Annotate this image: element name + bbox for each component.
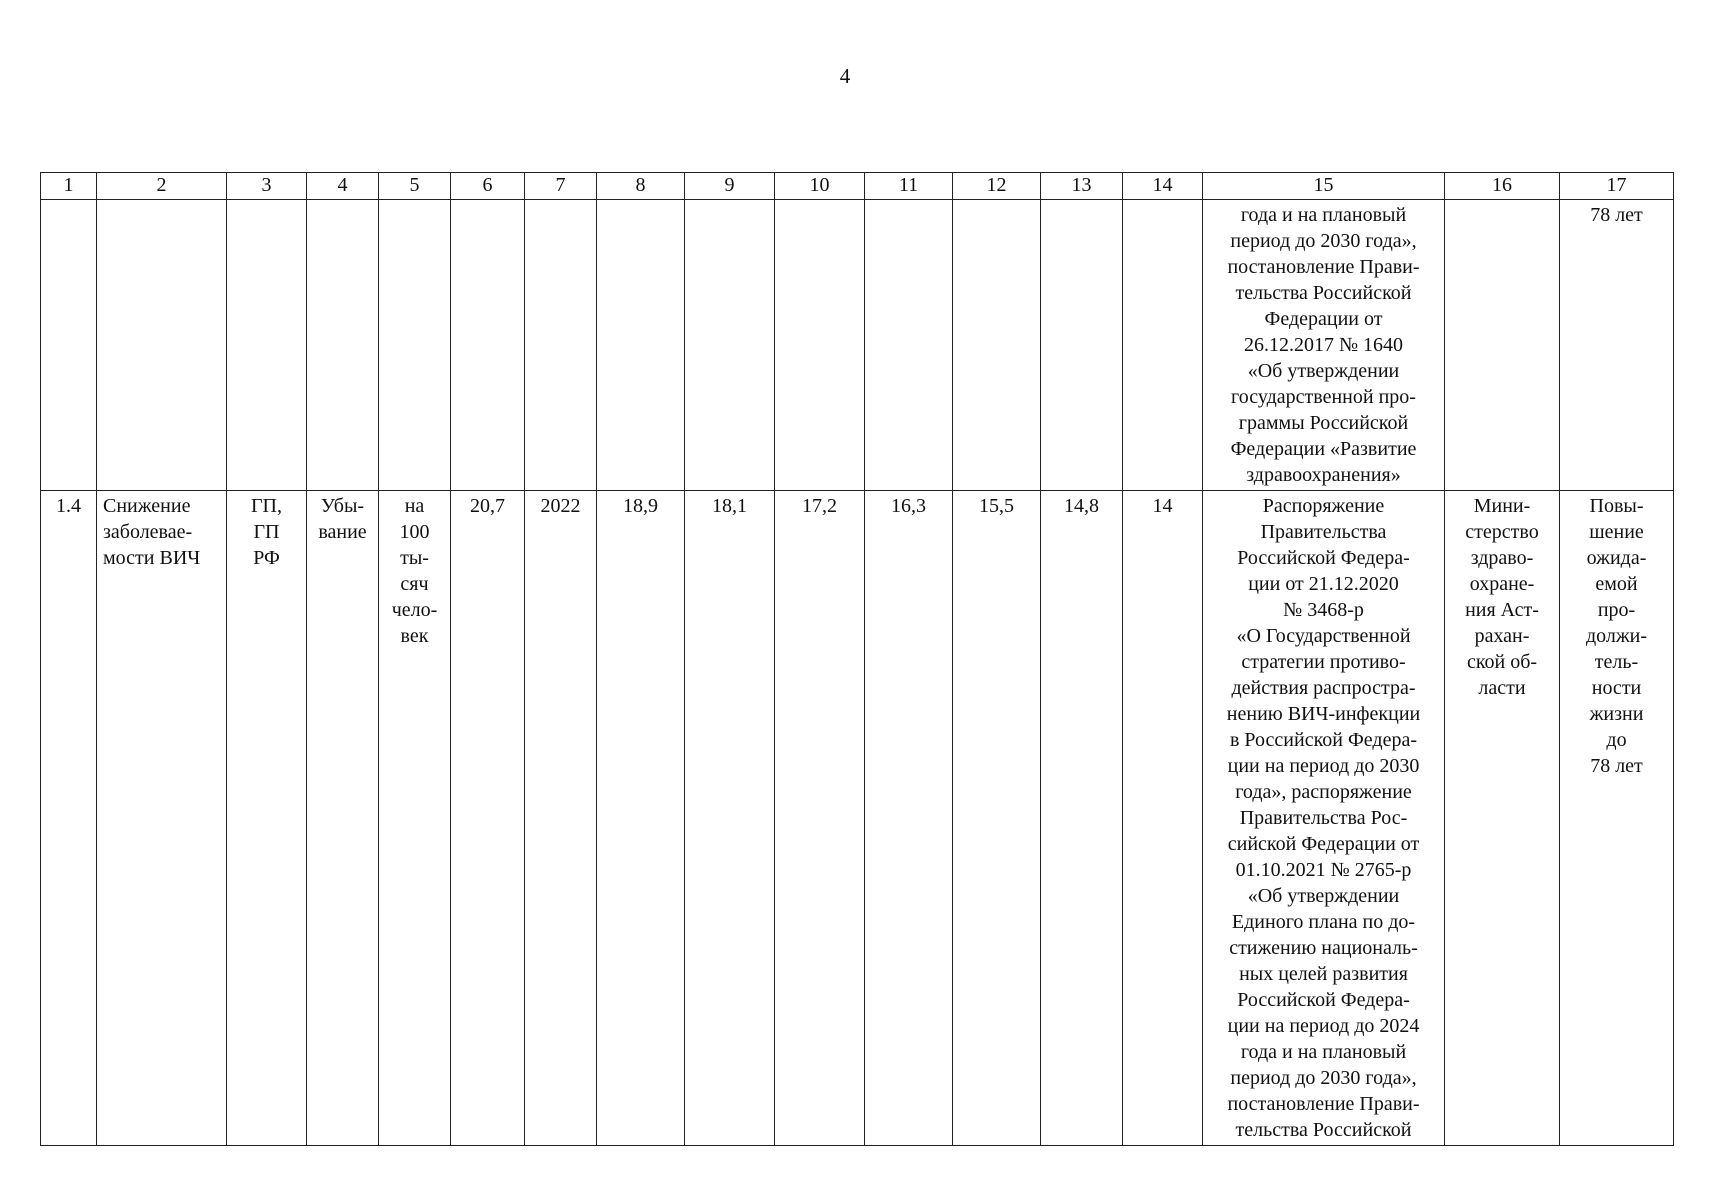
column-header: 15 [1203,173,1445,200]
table-cell [865,200,953,491]
column-header: 7 [525,173,597,200]
base-year-cell: 2022 [525,491,597,1146]
unit-cell: на 100 ты- сяч чело- век [379,491,451,1146]
page-number: 4 [839,64,851,88]
outcome-cell: 78 лет [1560,200,1674,491]
trend-cell: Убы- вание [307,491,379,1146]
table-cell [953,200,1041,491]
indicator-name-cell: Снижение заболевае- мости ВИЧ [97,491,227,1146]
column-header: 17 [1560,173,1674,200]
value-cell: 16,3 [865,491,953,1146]
table-header-row [41,173,1674,200]
value-cell: 18,9 [597,491,685,1146]
column-header: 3 [227,173,307,200]
responsible-cell: Мини- стерство здраво- охране- ния Аст- рахан- ской об- ласти [1445,491,1560,1146]
value-cell: 17,2 [775,491,865,1146]
row-number-cell: 1.4 [41,491,97,1146]
table-cell [685,200,775,491]
column-header: 10 [775,173,865,200]
table-cell [775,200,865,491]
table-cell [41,200,97,491]
responsible-cell [1445,200,1560,491]
table-row [41,200,1674,491]
column-header: 11 [865,173,953,200]
column-header: 9 [685,173,775,200]
table-cell [227,200,307,491]
level-cell: ГП, ГП РФ [227,491,307,1146]
table-cell [307,200,379,491]
document-table [40,172,1674,1146]
column-header: 5 [379,173,451,200]
value-cell: 14,8 [1041,491,1123,1146]
column-header: 14 [1123,173,1203,200]
column-header: 16 [1445,173,1560,200]
table-row [41,491,1674,1146]
table-cell [451,200,525,491]
table-cell [97,200,227,491]
column-header: 4 [307,173,379,200]
value-cell: 14 [1123,491,1203,1146]
value-cell: 15,5 [953,491,1041,1146]
column-header: 12 [953,173,1041,200]
column-header: 1 [41,173,97,200]
column-header: 8 [597,173,685,200]
column-header: 2 [97,173,227,200]
table-cell [525,200,597,491]
table-cell [597,200,685,491]
column-header: 13 [1041,173,1123,200]
table-cell [1041,200,1123,491]
table-cell [1123,200,1203,491]
base-value-cell: 20,7 [451,491,525,1146]
table-cell [379,200,451,491]
legal-basis-cell: Распоряжение Правительства Российской Федера- ции от 21.12.2020 № 3468-р «О Государственной стратегии противо- действия распростра- нению ВИЧ-инфекции в Российской Федера- ции на период до 2030 года», распоряжение Правительства Рос- сийской Федерации от 01.10.2021 № 2765-р «Об утверждении Единого плана по до- стижению националь- ных целей развития Российской Федера- ции на период до 2024 года и на плановый период до 2030 года», постановление Прави- тельства Российской [1203,491,1445,1146]
value-cell: 18,1 [685,491,775,1146]
legal-basis-cell: года и на плановый период до 2030 года», постановление Прави- тельства Российской Федерации от 26.12.2017 № 1640 «Об утверждении государственной про- граммы Российской Федерации «Развитие здравоохранения» [1203,200,1445,491]
outcome-cell: Повы- шение ожида- емой про- должи- тель- ности жизни до 78 лет [1560,491,1674,1146]
column-header: 6 [451,173,525,200]
